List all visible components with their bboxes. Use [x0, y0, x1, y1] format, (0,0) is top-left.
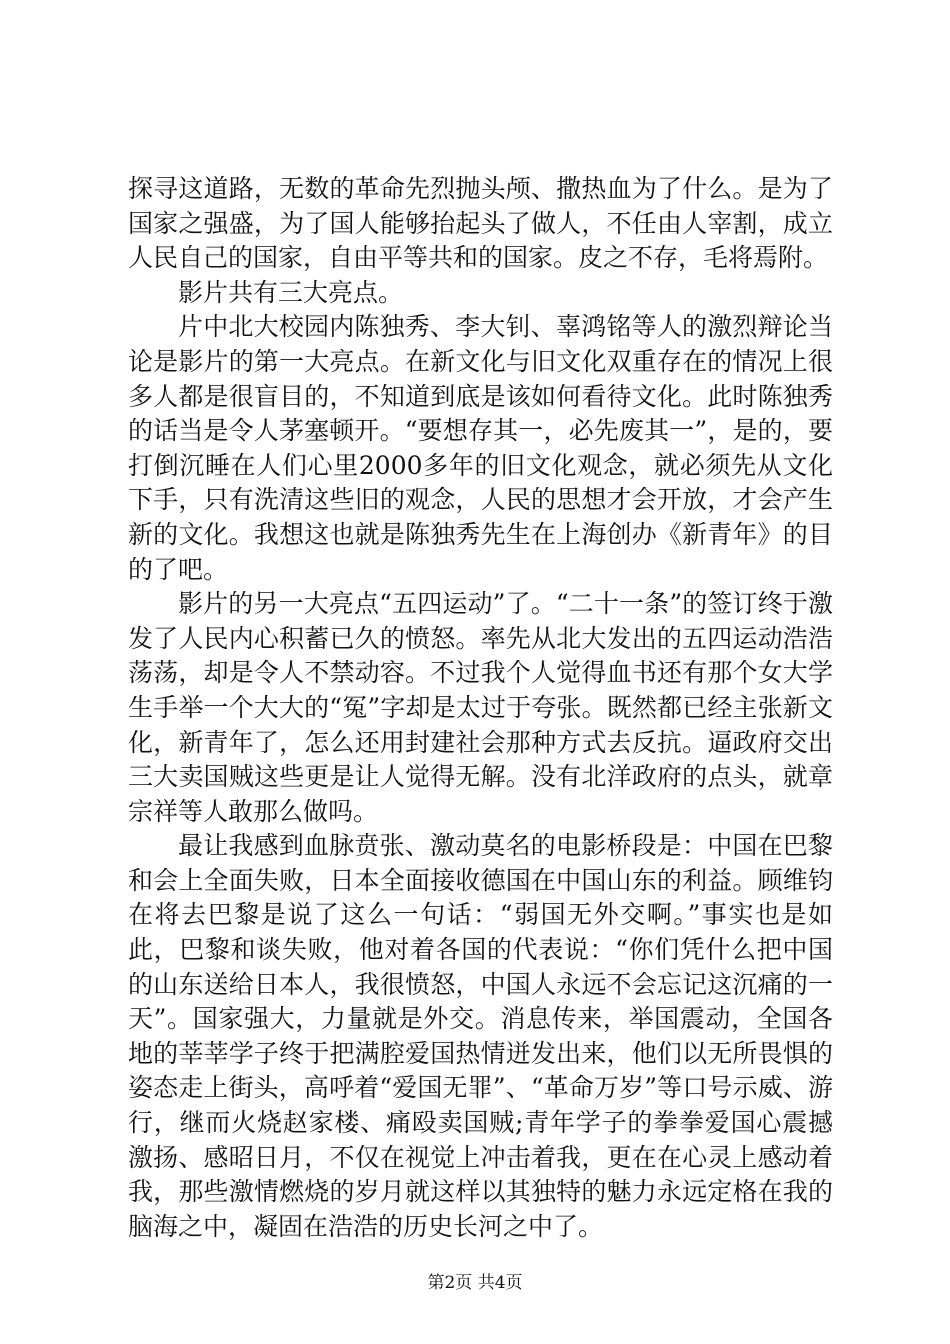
article-body — [128, 172, 833, 1244]
page-number-label: 第2页 共4页 — [427, 1273, 523, 1293]
paragraph-continuation: 探寻这道路，无数的革命先烈抛头颅、撒热血为了什么。是为了国家之强盛，为了国人能够抬起头了做人，不任由人宰割，成立人民自己的国家，自由平等共和的国家。皮之不存，毛将焉附。 — [128, 174, 833, 273]
paragraph-highlights-intro: 影片共有三大亮点。 — [178, 277, 404, 307]
paragraph-first-highlight: 片中北大校园内陈独秀、李大钊、辜鸿铭等人的激烈辩论当论是影片的第一大亮点。在新文化与旧文化双重存在的情况上很多人都是很盲目的，不知道到底是该如何看待文化。此时陈独秀的话当是令人茅塞顿开。“要想存其一，必先废其一”，是的，要打倒沉睡在人们心里2000多年的旧文化观念，就必须先从文化下手，只有洗清这些旧的观念，人民的思想才会开放，才会产生新的文化。我想这也就是陈独秀先生在上海创办《新青年》的目的了吧。 — [128, 312, 833, 584]
paragraph-second-highlight: 影片的另一大亮点“五四运动”了。“二十一条”的签订终于激发了人民内心积蓄已久的愤怒。率先从北大发出的五四运动浩浩荡荡，却是令人不禁动容。不过我个人觉得血书还有那个女大学生手举一个大大的“冤”字却是太过于夸张。既然都已经主张新文化，新青年了，怎么还用封建社会那种方式去反抗。逼政府交出三大卖国贼这些更是让人觉得无解。没有北洋政府的点头，就章宗祥等人敢那么做吗。 — [128, 589, 833, 826]
paragraph-third-highlight: 最让我感到血脉贲张、激动莫名的电影桥段是：中国在巴黎和会上全面失败，日本全面接收德国在中国山东的利益。顾维钧在将去巴黎是说了这么一句话：“弱国无外交啊。”事实也是如此，巴黎和谈失败，他对着各国的代表说：“你们凭什么把中国的山东送给日本人，我很愤怒，中国人永远不会忘记这沉痛的一天”。国家强大，力量就是外交。消息传来，举国震动，全国各地的莘莘学子终于把满腔爱国热情迸发出来，他们以无所畏惧的姿态走上街头，高呼着“爱国无罪”、“革命万岁”等口号示威、游行，继而火烧赵家楼、痛殴卖国贼;青年学子的拳拳爱国心震撼激扬、感昭日月，不仅在视觉上冲击着我，更在在心灵上感动着我，那些激情燃烧的岁月就这样以其独特的魅力永远定格在我的脑海之中，凝固在浩浩的历史长河之中了。 — [128, 831, 833, 1241]
page-footer — [0, 1268, 950, 1293]
